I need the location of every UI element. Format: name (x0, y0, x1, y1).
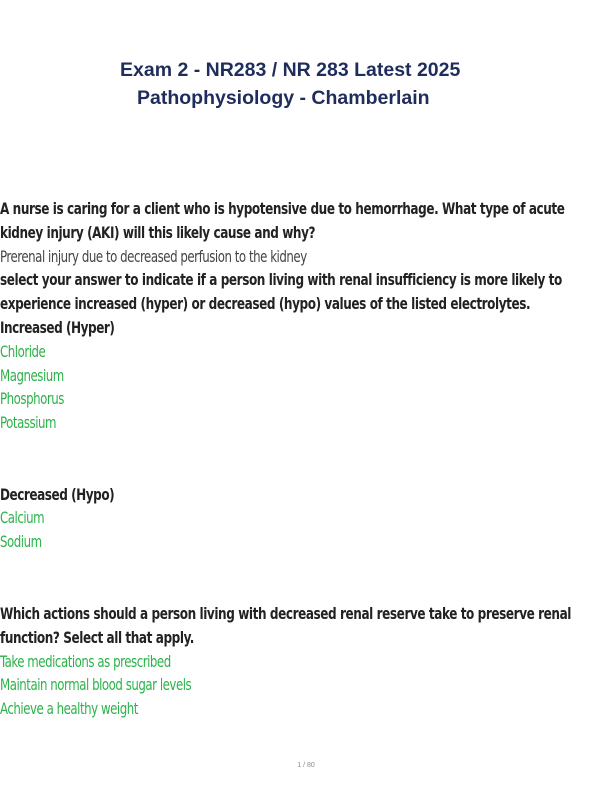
spacer (0, 555, 612, 579)
question-3-answer-2: Maintain normal blood sugar levels (0, 676, 192, 695)
document-title-line1: Exam 2 - NR283 / NR 283 Latest 2025 (120, 59, 461, 81)
question-2-text-line1: select your answer to indicate if a person living with renal insufficiency is more likely to (0, 271, 562, 290)
question-3-answer-3: Achieve a healthy weight (0, 700, 138, 719)
question-1-text-line2: kidney injury (AKI) will this likely cause and why? (0, 223, 316, 242)
increased-item-magnesium: Magnesium (0, 366, 64, 385)
question-1-answer: Prerenal injury due to decreased perfusion to the kidney (0, 247, 307, 266)
increased-heading: Increased (Hyper) (0, 318, 115, 337)
decreased-item-calcium: Calcium (0, 509, 45, 528)
spacer (0, 579, 612, 603)
question-1-text-line1: A nurse is caring for a client who is hypotensive due to hemorrhage. What type of acute (0, 200, 565, 218)
question-1 (0, 198, 612, 269)
decreased-heading: Decreased (Hypo) (0, 485, 115, 504)
question-3-text-line2: function? Select all that apply. (0, 628, 194, 647)
document-body (0, 198, 612, 722)
page-number: 1 / 80 (297, 762, 315, 769)
increased-item-phosphorus: Phosphorus (0, 390, 64, 409)
question-2 (0, 269, 612, 603)
increased-item-potassium: Potassium (0, 414, 57, 433)
question-3-answer-1: Take medications as prescribed (0, 652, 171, 671)
document-title-line2: Pathophysiology - Chamberlain (137, 87, 430, 109)
question-3-text-line1: Which actions should a person living with decreased renal reserve take to preserve renal (0, 604, 572, 623)
increased-item-chloride: Chloride (0, 342, 46, 361)
decreased-item-sodium: Sodium (0, 533, 42, 552)
spacer (0, 436, 612, 460)
question-2-text-line2: experience increased (hyper) or decreased (hypo) values of the listed electrolytes. (0, 295, 531, 314)
question-3 (0, 603, 612, 722)
spacer (0, 460, 612, 484)
